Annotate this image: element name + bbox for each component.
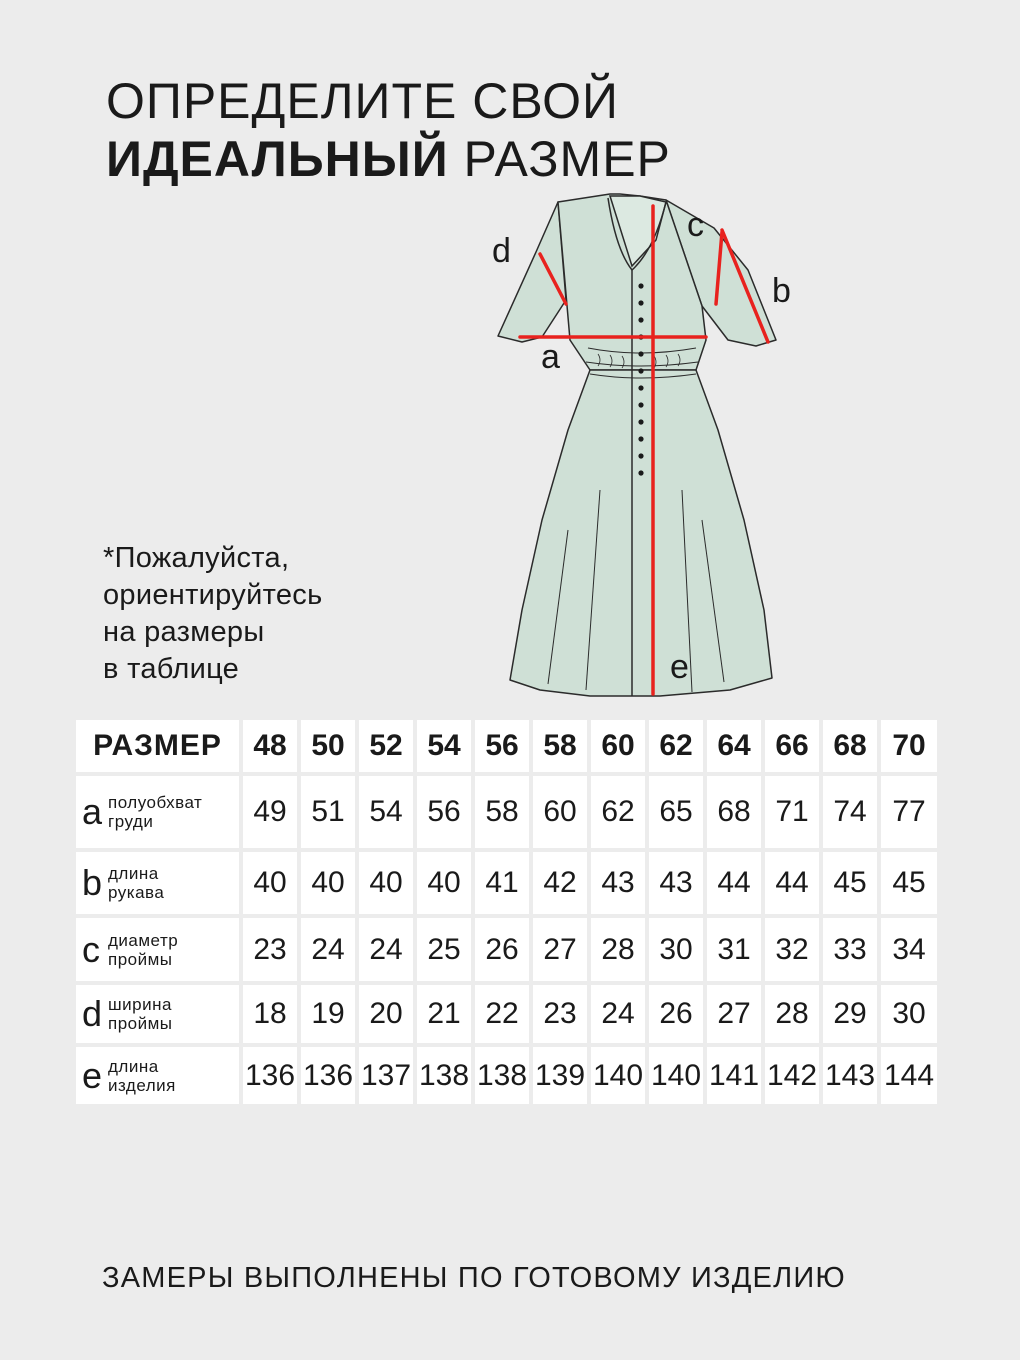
row-description-line: проймы bbox=[108, 949, 173, 969]
size-header-cell: 56 bbox=[475, 720, 529, 772]
row-description bbox=[108, 931, 178, 969]
table-cell: 25 bbox=[417, 918, 471, 981]
label-a: a bbox=[541, 338, 560, 376]
table-cell: 32 bbox=[765, 918, 819, 981]
table-row bbox=[76, 985, 937, 1043]
title-line-2 bbox=[106, 130, 671, 188]
table-cell: 28 bbox=[765, 985, 819, 1043]
size-header-cell: 64 bbox=[707, 720, 761, 772]
row-description-line: длина bbox=[108, 864, 159, 883]
size-header-cell: 68 bbox=[823, 720, 877, 772]
row-letter: a bbox=[82, 791, 103, 832]
dress-button bbox=[638, 470, 643, 475]
table-row bbox=[76, 776, 937, 848]
table-cell: 43 bbox=[591, 852, 645, 914]
dress-fabric bbox=[498, 194, 776, 696]
table-cell: 65 bbox=[649, 776, 703, 848]
size-header-cell: 70 bbox=[881, 720, 937, 772]
row-description-line: рукава bbox=[108, 883, 165, 902]
table-cell: 23 bbox=[533, 985, 587, 1043]
note-line: *Пожалуйста, bbox=[103, 542, 290, 574]
size-header-cell: 50 bbox=[301, 720, 355, 772]
table-cell: 60 bbox=[533, 776, 587, 848]
table-cell: 62 bbox=[591, 776, 645, 848]
page-title bbox=[106, 72, 671, 188]
table-cell: 23 bbox=[243, 918, 297, 981]
table-cell: 19 bbox=[301, 985, 355, 1043]
table-cell: 143 bbox=[823, 1047, 877, 1104]
table-cell: 137 bbox=[359, 1047, 413, 1104]
table-cell: 22 bbox=[475, 985, 529, 1043]
dress-button bbox=[638, 317, 643, 322]
table-cell: 45 bbox=[823, 852, 877, 914]
table-cell: 142 bbox=[765, 1047, 819, 1104]
row-description-line: полуобхват bbox=[108, 793, 203, 812]
row-description-line: изделия bbox=[108, 1075, 176, 1095]
dress-button bbox=[638, 351, 643, 356]
dress-button bbox=[638, 453, 643, 458]
table-cell: 24 bbox=[301, 918, 355, 981]
row-label bbox=[76, 918, 239, 981]
table-cell: 26 bbox=[475, 918, 529, 981]
title-line-1: ОПРЕДЕЛИТЕ СВОЙ bbox=[106, 73, 619, 129]
row-letter: b bbox=[82, 862, 103, 903]
row-description-line: груди bbox=[108, 812, 154, 831]
table-row bbox=[76, 852, 937, 914]
table-cell: 51 bbox=[301, 776, 355, 848]
table-cell: 40 bbox=[359, 852, 413, 914]
dress-button bbox=[638, 368, 643, 373]
row-description bbox=[108, 793, 202, 831]
table-cell: 40 bbox=[301, 852, 355, 914]
table-cell: 21 bbox=[417, 985, 471, 1043]
row-label-content bbox=[76, 995, 239, 1033]
dress-illustration bbox=[470, 190, 810, 700]
table-cell: 138 bbox=[417, 1047, 471, 1104]
row-label bbox=[76, 776, 239, 848]
table-cell: 56 bbox=[417, 776, 471, 848]
size-header-cell: 60 bbox=[591, 720, 645, 772]
title-bold-word: ИДЕАЛЬНЫЙ bbox=[106, 131, 449, 187]
table-cell: 141 bbox=[707, 1047, 761, 1104]
table-cell: 43 bbox=[649, 852, 703, 914]
label-c: c bbox=[687, 206, 704, 244]
table-cell: 74 bbox=[823, 776, 877, 848]
table-cell: 44 bbox=[765, 852, 819, 914]
row-description-line: ширина bbox=[108, 995, 172, 1014]
size-header-cell: 62 bbox=[649, 720, 703, 772]
table-cell: 42 bbox=[533, 852, 587, 914]
table-cell: 27 bbox=[707, 985, 761, 1043]
size-table bbox=[72, 716, 941, 1108]
table-row bbox=[76, 918, 937, 981]
row-description-line: диаметр bbox=[108, 930, 179, 950]
label-b: b bbox=[772, 272, 791, 310]
size-header-cell: 48 bbox=[243, 720, 297, 772]
table-cell: 49 bbox=[243, 776, 297, 848]
title-rest: РАЗМЕР bbox=[448, 131, 671, 187]
row-description-line: длина bbox=[108, 1056, 159, 1076]
table-cell: 139 bbox=[533, 1047, 587, 1104]
size-header-cell: 54 bbox=[417, 720, 471, 772]
note-line: в таблице bbox=[103, 653, 240, 685]
note-line: ориентируйтесь bbox=[103, 579, 323, 611]
table-cell: 29 bbox=[823, 985, 877, 1043]
size-header-cell: 66 bbox=[765, 720, 819, 772]
row-description bbox=[108, 864, 164, 902]
table-cell: 18 bbox=[243, 985, 297, 1043]
table-cell: 30 bbox=[881, 985, 937, 1043]
table-cell: 33 bbox=[823, 918, 877, 981]
table-cell: 136 bbox=[301, 1047, 355, 1104]
table-cell: 44 bbox=[707, 852, 761, 914]
table-cell: 58 bbox=[475, 776, 529, 848]
table-cell: 54 bbox=[359, 776, 413, 848]
footer-note: ЗАМЕРЫ ВЫПОЛНЕНЫ ПО ГОТОВОМУ ИЗДЕЛИЮ bbox=[102, 1262, 846, 1294]
skirt bbox=[510, 370, 772, 696]
table-cell: 26 bbox=[649, 985, 703, 1043]
dress-button bbox=[638, 436, 643, 441]
size-note bbox=[103, 540, 322, 688]
table-cell: 41 bbox=[475, 852, 529, 914]
table-cell: 40 bbox=[243, 852, 297, 914]
row-label-content bbox=[76, 864, 239, 902]
table-header-row bbox=[76, 720, 937, 772]
dress-button bbox=[638, 402, 643, 407]
size-header-cell: 52 bbox=[359, 720, 413, 772]
size-header-label: РАЗМЕР bbox=[76, 720, 239, 772]
table-cell: 144 bbox=[881, 1047, 937, 1104]
row-label bbox=[76, 852, 239, 914]
label-d: d bbox=[492, 232, 511, 270]
row-description bbox=[108, 1057, 176, 1095]
row-label-content bbox=[76, 793, 239, 831]
label-e: e bbox=[670, 648, 689, 686]
size-table-body bbox=[76, 720, 937, 1104]
row-letter: c bbox=[82, 928, 100, 970]
table-cell: 45 bbox=[881, 852, 937, 914]
left-sleeve bbox=[498, 202, 566, 342]
table-cell: 34 bbox=[881, 918, 937, 981]
table-cell: 77 bbox=[881, 776, 937, 848]
table-cell: 30 bbox=[649, 918, 703, 981]
table-cell: 28 bbox=[591, 918, 645, 981]
table-cell: 24 bbox=[591, 985, 645, 1043]
table-cell: 24 bbox=[359, 918, 413, 981]
table-cell: 71 bbox=[765, 776, 819, 848]
row-letter: d bbox=[82, 993, 103, 1034]
table-cell: 31 bbox=[707, 918, 761, 981]
note-line: на размеры bbox=[103, 616, 265, 648]
row-label-content bbox=[76, 928, 239, 970]
table-cell: 136 bbox=[243, 1047, 297, 1104]
dress-button bbox=[638, 419, 643, 424]
row-label bbox=[76, 1047, 239, 1104]
table-cell: 140 bbox=[591, 1047, 645, 1104]
table-cell: 40 bbox=[417, 852, 471, 914]
table-cell: 68 bbox=[707, 776, 761, 848]
table-cell: 140 bbox=[649, 1047, 703, 1104]
size-header-cell: 58 bbox=[533, 720, 587, 772]
table-cell: 138 bbox=[475, 1047, 529, 1104]
dress-button bbox=[638, 283, 643, 288]
row-description-line: проймы bbox=[108, 1014, 173, 1033]
dress-button bbox=[638, 300, 643, 305]
row-label bbox=[76, 985, 239, 1043]
row-label-content bbox=[76, 1054, 239, 1096]
dress-diagram bbox=[470, 190, 810, 700]
table-cell: 20 bbox=[359, 985, 413, 1043]
row-description bbox=[108, 995, 173, 1033]
row-letter: e bbox=[82, 1054, 103, 1096]
table-row bbox=[76, 1047, 937, 1104]
table-cell: 27 bbox=[533, 918, 587, 981]
dress-button bbox=[638, 385, 643, 390]
